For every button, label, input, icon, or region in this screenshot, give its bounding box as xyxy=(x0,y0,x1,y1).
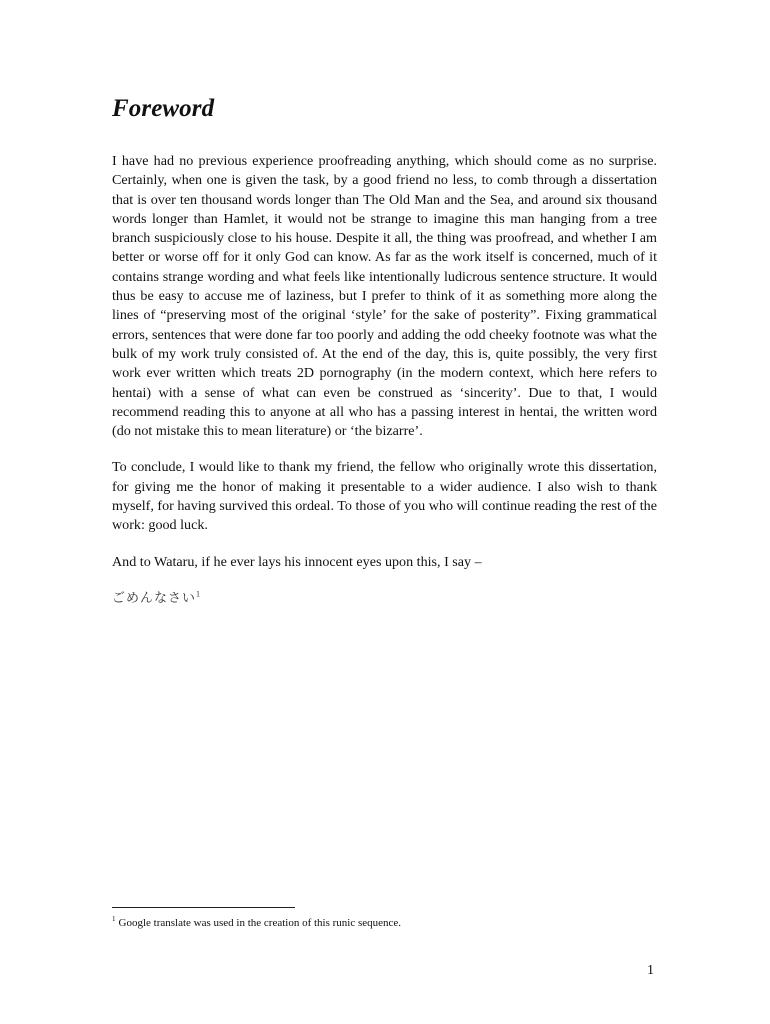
japanese-apology-text: ごめんなさい xyxy=(112,590,197,606)
paragraph-1: I have had no previous experience proofreading anything, which should come as no surprise. Certainly, when one is given the task, by a good friend no less, to comb through a dissertation that is over ten thousand words longer than The Old Man and the Sea, and around six thousand words longer than Hamlet, it would not be strange to imagine this man hanging from a tree branch suspiciously close to his house. Despite it all, the thing was proofread, and whether I am better or worse off for it only God can know. As far as the work itself is concerned, much of it contains strange wording and what feels like intentionally ludicrous sentence structure. It would thus be easy to accuse me of laziness, but I prefer to think of it as something more along the lines of “preserving most of the original ‘style’ for the sake of posterity”. Fixing grammatical errors, sentences that were done far too poorly and adding the odd cheeky footnote was what the bulk of my work truly consisted of. At the end of the day, this is, quite possibly, the very first work ever written which treats 2D pornography (in the modern context, which here refers to hentai) with a sense of what can even be construed as ‘sincerity’. Due to that, I would recommend reading this to anyone at all who has a passing interest in hentai, the written word (do not mistake this to mean literature) or ‘the bizarre’. xyxy=(112,153,657,440)
footnote-text: Google translate was used in the creation of this runic sequence. xyxy=(118,917,402,929)
japanese-apology-line xyxy=(112,589,657,609)
paragraph-2: To conclude, I would like to thank my friend, the fellow who originally wrote this dissertation, for giving me the honor of making it presentable to a wider audience. I also wish to thank myself, for having survived this ordeal. To those of you who will continue reading the rest of the work: good luck. xyxy=(112,459,657,534)
footnote-reference[interactable]: 1 xyxy=(196,589,201,599)
footnote-separator xyxy=(112,907,295,908)
footnote xyxy=(112,916,401,930)
body-text xyxy=(112,152,657,609)
footnote-number: 1 xyxy=(112,915,116,924)
page-title: Foreword xyxy=(112,95,215,122)
page-number: 1 xyxy=(647,963,654,978)
paragraph-3: And to Wataru, if he ever lays his innocent eyes upon this, I say – xyxy=(112,553,482,570)
